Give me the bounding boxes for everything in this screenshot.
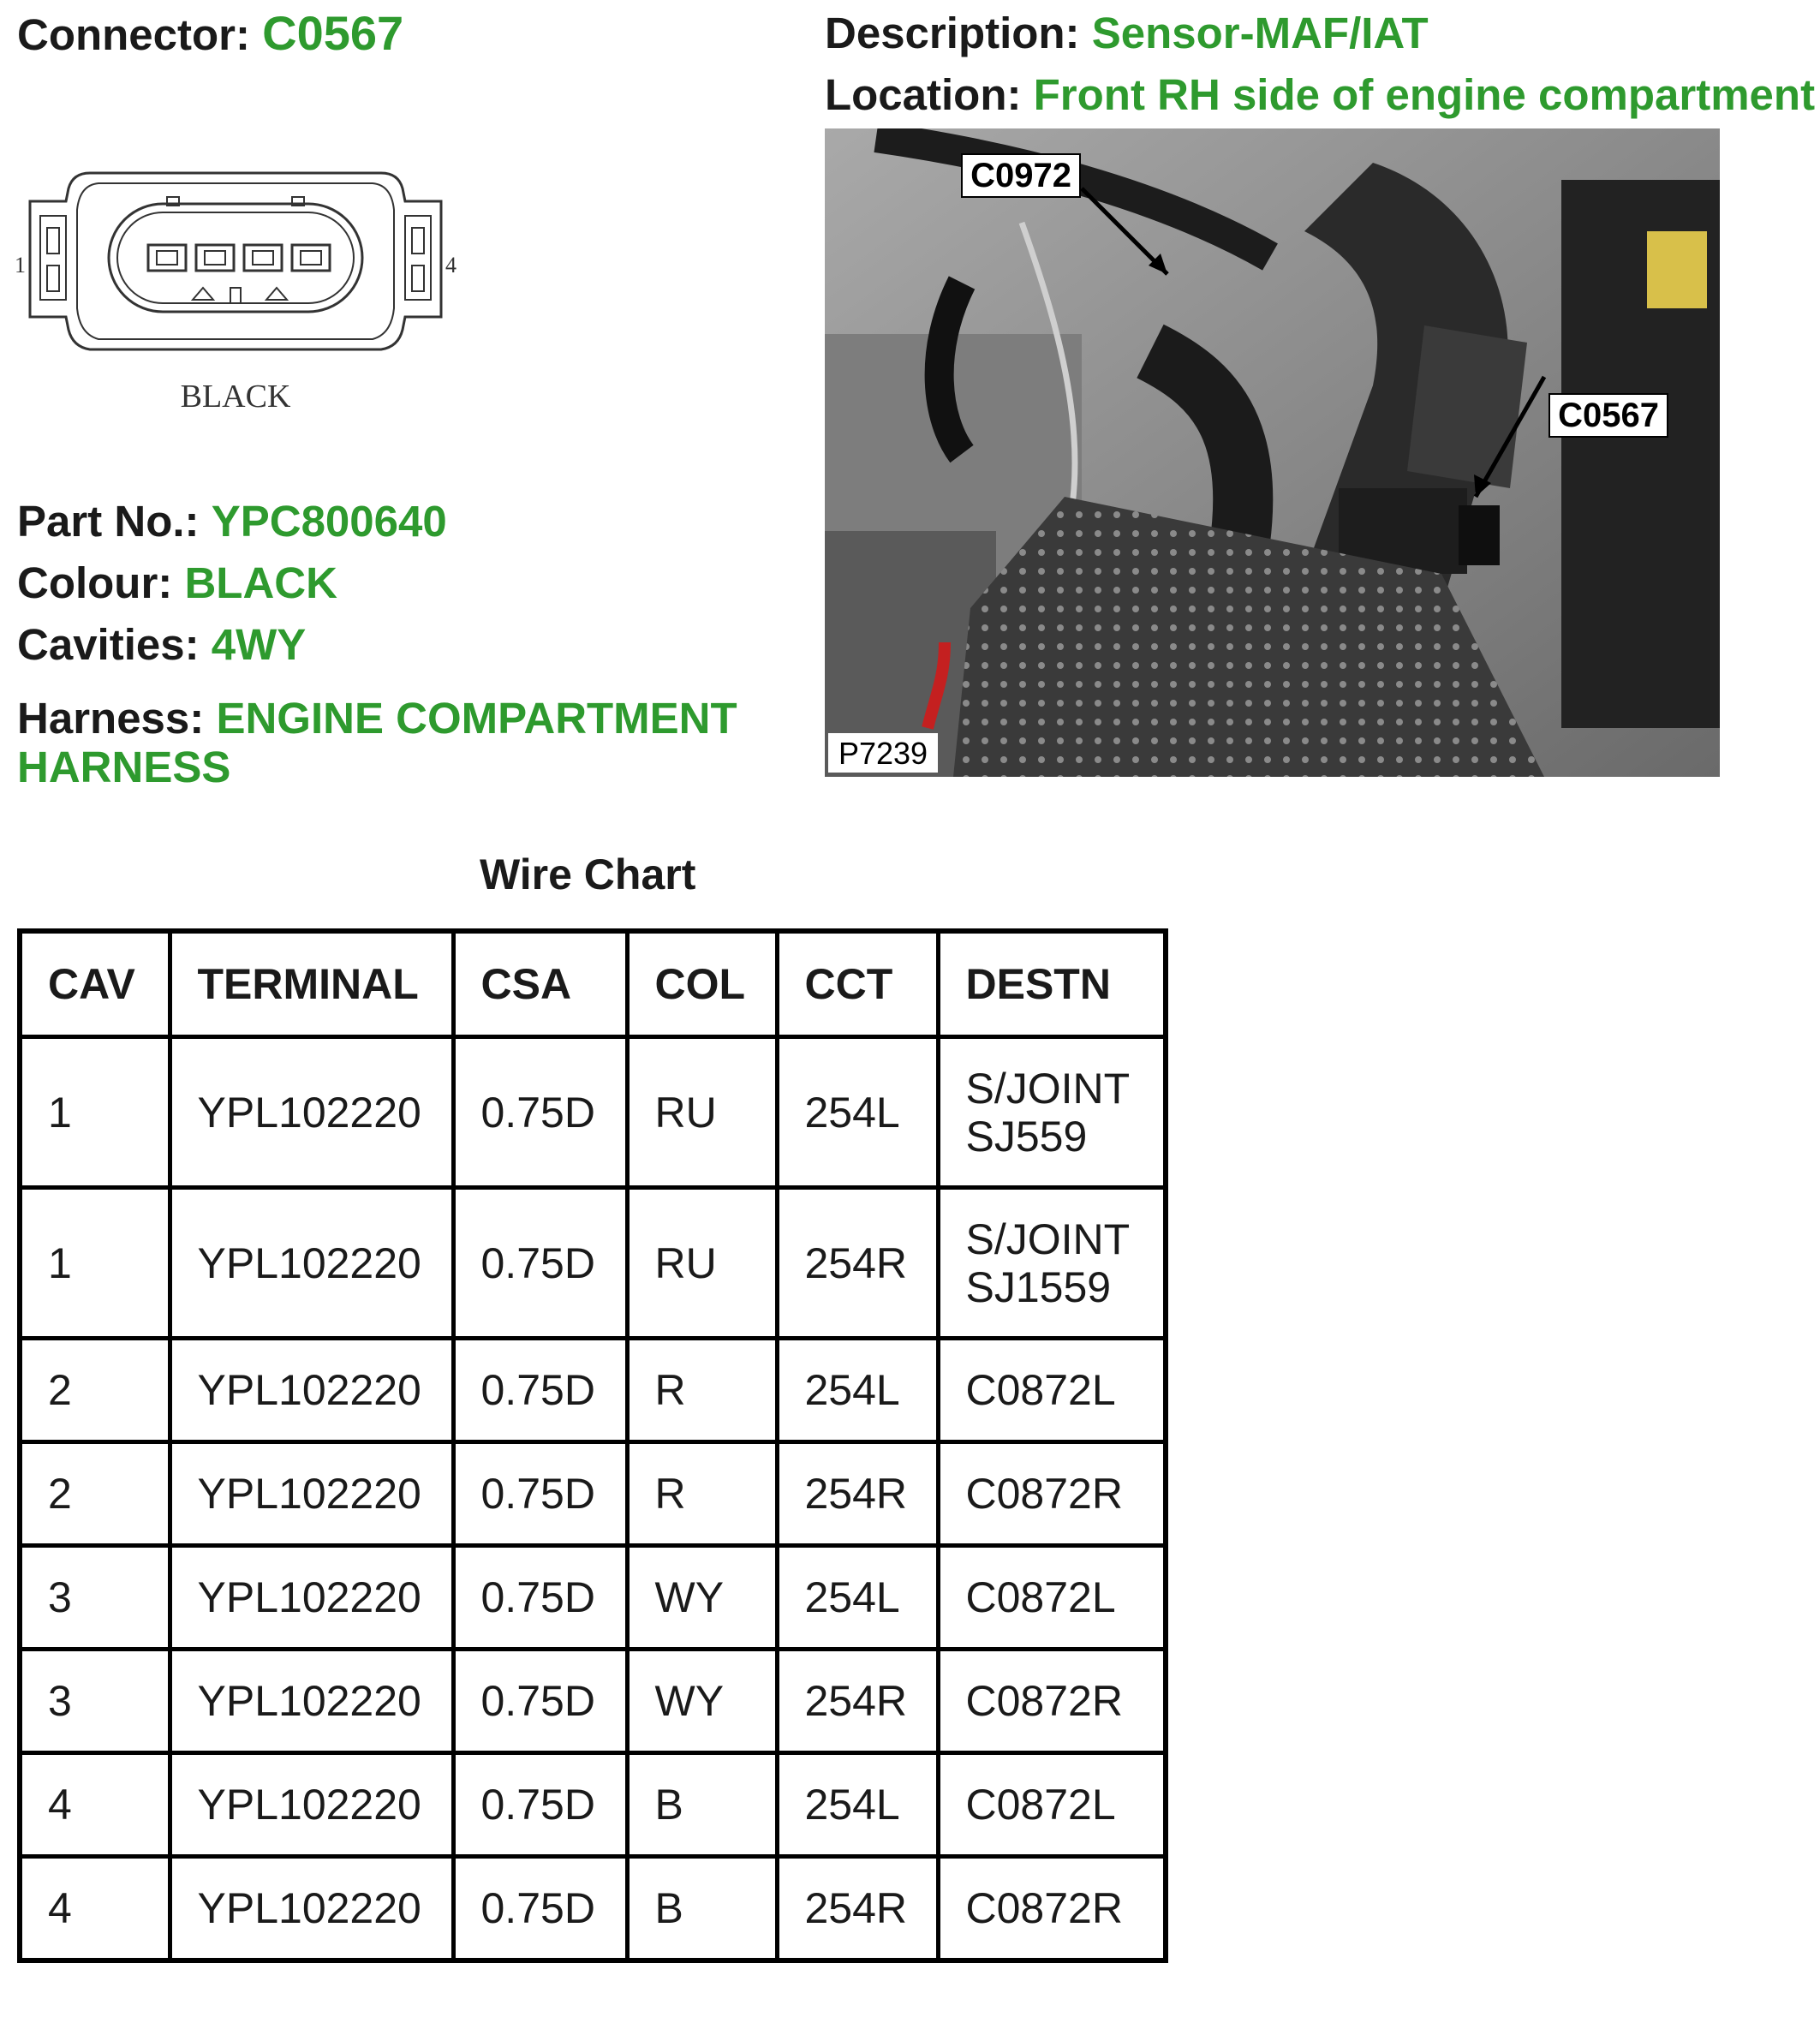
cell-col: WY <box>627 1546 777 1650</box>
cell-destn: C0872R <box>938 1442 1166 1546</box>
cell-destn: C0872R <box>938 1650 1166 1753</box>
table-row <box>20 1650 1166 1753</box>
cell-terminal: YPL102220 <box>170 1339 453 1442</box>
wire-chart-header-row <box>20 931 1166 1037</box>
cell-cav: 3 <box>20 1546 170 1650</box>
cell-col: WY <box>627 1650 777 1753</box>
cell-cav: 2 <box>20 1442 170 1546</box>
cell-terminal: YPL102220 <box>170 1037 453 1188</box>
cell-destn <box>938 1037 1166 1188</box>
header-terminal: TERMINAL <box>170 931 453 1037</box>
connector-value: C0567 <box>262 6 404 60</box>
header-destn: DESTN <box>938 931 1166 1037</box>
cell-csa: 0.75D <box>453 1442 627 1546</box>
harness-label: Harness: <box>17 694 205 743</box>
cell-cav: 2 <box>20 1339 170 1442</box>
table-row <box>20 1442 1166 1546</box>
cell-terminal: YPL102220 <box>170 1442 453 1546</box>
cell-destn: C0872L <box>938 1546 1166 1650</box>
cell-terminal: YPL102220 <box>170 1188 453 1339</box>
header-csa: CSA <box>453 931 627 1037</box>
cell-destn: C0872L <box>938 1753 1166 1857</box>
harness-field <box>17 694 737 743</box>
cell-csa: 0.75D <box>453 1753 627 1857</box>
colour-label: Colour: <box>17 558 173 607</box>
connector-face-drawing <box>13 163 458 420</box>
drawing-colour-label: BLACK <box>180 379 291 415</box>
cell-cav: 4 <box>20 1753 170 1857</box>
cell-col: RU <box>627 1188 777 1339</box>
header-cav: CAV <box>20 931 170 1037</box>
harness-value-line2: HARNESS <box>17 743 231 791</box>
cell-col: R <box>627 1442 777 1546</box>
destn-line-2: SJ559 <box>965 1112 1088 1161</box>
table-row <box>20 1037 1166 1188</box>
cell-cct: 254L <box>777 1037 938 1188</box>
wire-chart-table <box>17 928 1168 1963</box>
location-label: Location: <box>825 70 1022 119</box>
location-photo <box>825 128 1720 777</box>
photo-id: P7239 <box>838 736 928 771</box>
part-no-label: Part No.: <box>17 497 200 546</box>
cell-cct: 254R <box>777 1442 938 1546</box>
header-col: COL <box>627 931 777 1037</box>
description-field <box>825 9 1429 58</box>
cell-terminal: YPL102220 <box>170 1650 453 1753</box>
cell-csa: 0.75D <box>453 1650 627 1753</box>
connector-field <box>17 6 404 60</box>
cell-csa: 0.75D <box>453 1037 627 1188</box>
table-row <box>20 1339 1166 1442</box>
cell-col: RU <box>627 1037 777 1188</box>
table-row <box>20 1857 1166 1961</box>
cell-destn <box>938 1188 1166 1339</box>
harness-field-continued <box>17 743 230 792</box>
destn-line-1: S/JOINT <box>965 1214 1131 1263</box>
cell-cct: 254L <box>777 1546 938 1650</box>
cell-cav: 1 <box>20 1188 170 1339</box>
table-row <box>20 1546 1166 1650</box>
cell-cav: 1 <box>20 1037 170 1188</box>
cell-destn: C0872R <box>938 1857 1166 1961</box>
cell-csa: 0.75D <box>453 1546 627 1650</box>
cell-destn: C0872L <box>938 1339 1166 1442</box>
cell-cct: 254R <box>777 1857 938 1961</box>
cell-cct: 254R <box>777 1650 938 1753</box>
cell-terminal: YPL102220 <box>170 1546 453 1650</box>
destn-line-1: S/JOINT <box>965 1064 1131 1113</box>
location-field <box>825 70 1815 120</box>
colour-field <box>17 558 337 608</box>
cell-cct: 254R <box>777 1188 938 1339</box>
cell-cav: 3 <box>20 1650 170 1753</box>
pin-4-label: 4 <box>445 253 456 277</box>
cell-csa: 0.75D <box>453 1339 627 1442</box>
header-cct: CCT <box>777 931 938 1037</box>
pin-1-label: 1 <box>15 253 26 277</box>
table-row <box>20 1753 1166 1857</box>
colour-value: BLACK <box>184 558 337 607</box>
cavities-label: Cavities: <box>17 620 200 669</box>
cell-cav: 4 <box>20 1857 170 1961</box>
description-value: Sensor-MAF/IAT <box>1091 9 1429 57</box>
photo-callout-c0972: C0972 <box>970 157 1071 194</box>
cell-terminal: YPL102220 <box>170 1753 453 1857</box>
cell-cct: 254L <box>777 1753 938 1857</box>
part-no-value: YPC800640 <box>211 497 447 546</box>
cell-csa: 0.75D <box>453 1857 627 1961</box>
harness-value-line1: ENGINE COMPARTMENT <box>216 694 737 743</box>
cell-terminal: YPL102220 <box>170 1857 453 1961</box>
cavities-field <box>17 620 306 670</box>
table-row <box>20 1188 1166 1339</box>
cell-cct: 254L <box>777 1339 938 1442</box>
destn-line-2: SJ1559 <box>965 1262 1112 1311</box>
part-no-field <box>17 497 447 546</box>
location-value: Front RH side of engine compartment <box>1033 70 1816 119</box>
cell-col: B <box>627 1857 777 1961</box>
connector-label: Connector: <box>17 10 250 59</box>
wire-chart-title: Wire Chart <box>480 850 696 898</box>
cell-col: R <box>627 1339 777 1442</box>
cell-csa: 0.75D <box>453 1188 627 1339</box>
cell-col: B <box>627 1753 777 1857</box>
photo-callout-c0567: C0567 <box>1558 397 1659 434</box>
cavities-value: 4WY <box>211 620 307 669</box>
description-label: Description: <box>825 9 1080 57</box>
